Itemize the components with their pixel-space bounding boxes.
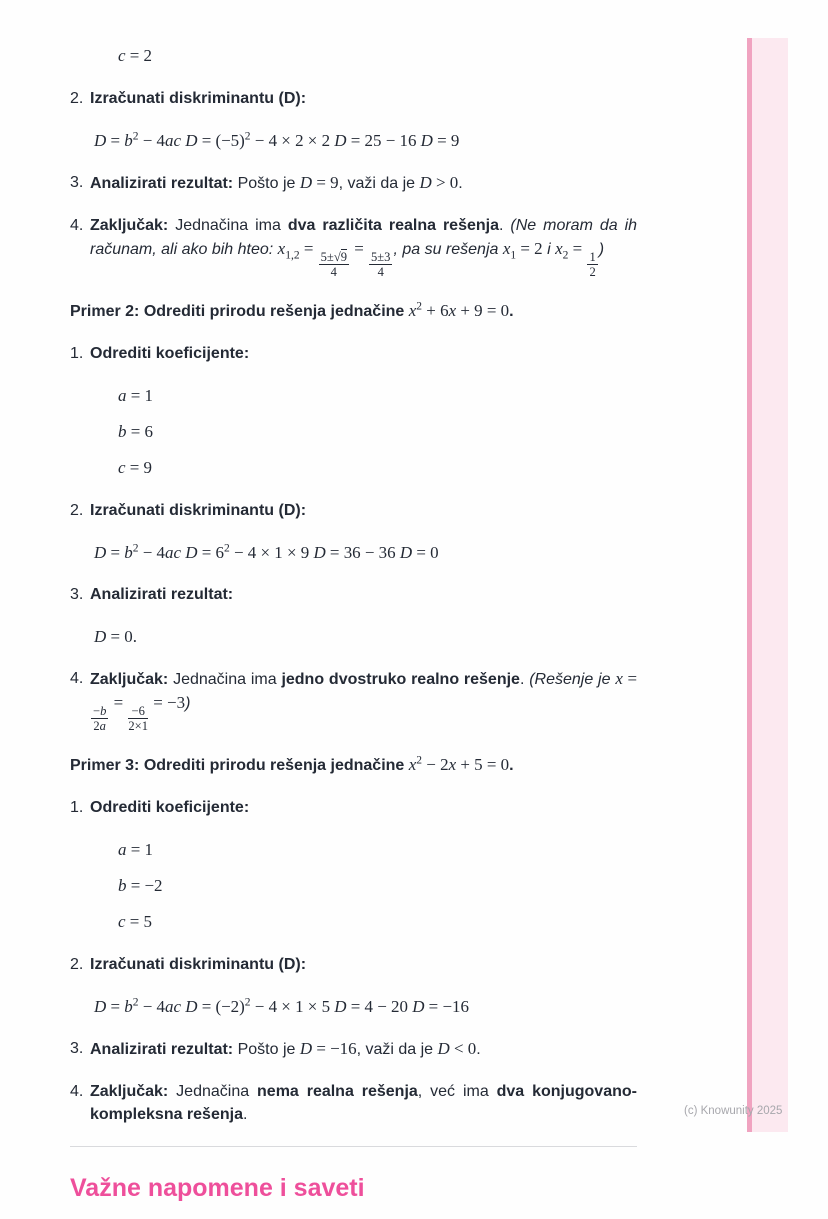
radical-sign: √	[333, 249, 341, 264]
text-segment: , pa su rešenja	[393, 241, 503, 258]
item-number: 4.	[70, 1082, 84, 1100]
inline-math: a = 1	[118, 385, 153, 405]
text-segment: , važi da je	[356, 1040, 438, 1058]
text-segment: Zaključak:	[90, 1082, 169, 1100]
bullet-text	[118, 44, 152, 68]
numbered-item	[70, 214, 637, 280]
bullet-item	[96, 456, 637, 480]
item-number: 3.	[70, 174, 84, 191]
numbered-item	[70, 1037, 637, 1061]
text-segment: .	[458, 175, 463, 192]
inline-math: D < 0	[437, 1038, 477, 1058]
bullet-item	[96, 910, 637, 934]
bullet-marker	[96, 910, 118, 934]
item-number: 2.	[70, 90, 84, 107]
text-segment: Analizirati rezultat:	[90, 585, 234, 603]
item-number: 2.	[70, 501, 84, 519]
item-number: 2.	[70, 955, 84, 973]
text-segment: , važi da je	[338, 175, 420, 192]
text-segment: Zaključak:	[90, 670, 169, 688]
item-text	[90, 667, 637, 734]
bullet-item	[96, 384, 637, 408]
item-number: 4.	[70, 217, 84, 234]
text-segment: Analizirati rezultat:	[90, 1040, 234, 1058]
text-segment: )	[598, 241, 605, 258]
text-segment: dva različita realna rešenja	[287, 217, 499, 234]
bullet-item	[96, 44, 637, 68]
text-segment: Pošto je	[233, 175, 300, 192]
text-segment: .	[499, 217, 511, 234]
bullet-text	[118, 456, 152, 480]
section-heading: Važne napomene i saveti	[70, 1173, 365, 1202]
text-segment: Izračunati diskriminantu (D):	[90, 501, 307, 519]
text-segment: .	[519, 670, 530, 688]
bullet-item	[96, 420, 637, 444]
text-segment: , već ima	[417, 1082, 497, 1100]
inline-math: D > 0	[419, 173, 459, 192]
inline-math: $x_1 = 2$	[502, 239, 543, 262]
bullet-text	[118, 420, 153, 444]
text-segment: )	[185, 694, 191, 712]
text-segment: Odrediti koeficijente:	[90, 344, 250, 362]
item-text	[90, 499, 637, 522]
bullet-marker	[96, 456, 118, 480]
text-segment: Jednačina ima	[168, 670, 282, 688]
document-content	[70, 44, 637, 1219]
text-segment: Zaključak:	[90, 217, 169, 234]
section-divider	[70, 1146, 637, 1147]
bullet-marker	[96, 874, 118, 898]
numbered-item	[70, 667, 637, 734]
item-number: 4.	[70, 669, 84, 687]
numbered-item	[70, 171, 637, 195]
item-number: 3.	[70, 585, 84, 603]
inline-math: a = 1	[118, 839, 153, 859]
text-segment: .	[509, 756, 514, 774]
inline-math: $x_{1,2}$ = $\frac{5\pm√9}{4}$ = $\frac{5\pm 3}{4}$	[277, 239, 391, 280]
numbered-item	[70, 583, 637, 606]
bullet-list	[96, 384, 637, 480]
text-segment: .	[509, 302, 514, 320]
math-line: $D = b^2 - 4ac$ $D = (-5)^2 - 4 \times 2 \times 2$ D = 25 − 16 D = 9	[94, 130, 460, 150]
text-segment: Analizirati rezultat:	[90, 175, 234, 192]
example-heading	[70, 753, 637, 777]
item-text	[90, 953, 637, 976]
text-segment: (Rešenje je	[529, 670, 616, 688]
bullet-text	[118, 838, 153, 862]
text-segment: nema realna rešenja	[257, 1082, 418, 1100]
text-segment: Jednačina	[168, 1082, 258, 1100]
item-text	[90, 1037, 637, 1061]
inline-math: c = 2	[118, 46, 153, 65]
numbered-item	[70, 87, 637, 110]
text-segment: Primer 2: Odrediti prirodu rešenja jednačine	[70, 302, 409, 320]
text-segment: Jednačina ima	[168, 217, 288, 234]
numbered-item	[70, 1080, 637, 1126]
item-number: 3.	[70, 1039, 84, 1057]
inline-math: b = 6	[118, 421, 153, 441]
text-segment: Izračunati diskriminantu (D):	[90, 955, 307, 973]
inline-math: $x^2 - 2x + 5 = 0$	[408, 754, 510, 774]
page-accent-stripe-fill	[752, 38, 788, 1132]
inline-math: $x^2 + 6x + 9 = 0$	[408, 300, 510, 320]
text-segment: .	[242, 1105, 248, 1123]
bullet-marker	[96, 384, 118, 408]
math-line: D = 0.	[94, 626, 137, 646]
copyright-watermark: (c) Knowunity 2025	[684, 1105, 783, 1117]
bullet-text	[118, 384, 153, 408]
item-text	[90, 1080, 637, 1126]
bullet-text	[118, 874, 163, 898]
bullet-marker	[96, 420, 118, 444]
numbered-item	[70, 796, 637, 819]
inline-math: D = 9	[299, 173, 339, 192]
text-segment: Primer 3: Odrediti prirodu rešenja jednačine	[70, 756, 409, 774]
numbered-item	[70, 953, 637, 976]
inline-math: c = 5	[118, 911, 153, 931]
text-segment: Izračunati diskriminantu (D):	[90, 90, 307, 107]
bullet-marker	[96, 838, 118, 862]
item-number: 1.	[70, 344, 84, 362]
item-text	[90, 214, 637, 280]
numbered-item	[70, 342, 637, 365]
inline-math: D = −16	[299, 1038, 357, 1058]
text-segment: .	[476, 1040, 481, 1058]
bullet-marker	[96, 44, 118, 68]
text-segment: (Ne moram da ih računam, ali ako bih hteo:	[90, 217, 638, 258]
inline-math: x = $\frac{-b}{2a}$ = $\frac{-6}{2\times 1}$ = −3	[93, 668, 637, 734]
bullet-list	[96, 838, 637, 934]
text-segment: Odrediti koeficijente:	[90, 798, 250, 816]
text-segment: i	[542, 241, 556, 258]
page-accent-stripe-line	[747, 38, 752, 1132]
item-text	[90, 796, 637, 819]
item-text	[90, 171, 637, 195]
math-line: $D = b^2 - 4ac$ $D = (-2)^2 - 4 \times 1 \times 5$ D = 4 − 20 D = −16	[94, 996, 469, 1016]
inline-math: $x_2$ = $\frac{1}{2}$	[555, 239, 596, 280]
inline-math: c = 9	[118, 457, 153, 477]
item-text	[90, 583, 637, 606]
bullet-item	[96, 838, 637, 862]
bullet-text	[118, 910, 152, 934]
text-segment: dva konjugovano-kompleksna rešenja	[90, 1082, 637, 1123]
bullet-item	[96, 874, 637, 898]
numbered-item	[70, 499, 637, 522]
bullet-list	[96, 44, 637, 68]
text-segment: jedno dvostruko realno rešenje	[281, 670, 520, 688]
item-text	[90, 342, 637, 365]
inline-math: b = −2	[118, 875, 163, 895]
example-heading	[70, 299, 637, 323]
math-line: $D = b^2 - 4ac$ $D = 6^2 - 4 \times 1 \times 9$ D = 36 − 36 D = 0	[94, 542, 439, 562]
text-segment: Pošto je	[233, 1040, 300, 1058]
item-text	[90, 87, 637, 110]
item-number: 1.	[70, 798, 84, 816]
